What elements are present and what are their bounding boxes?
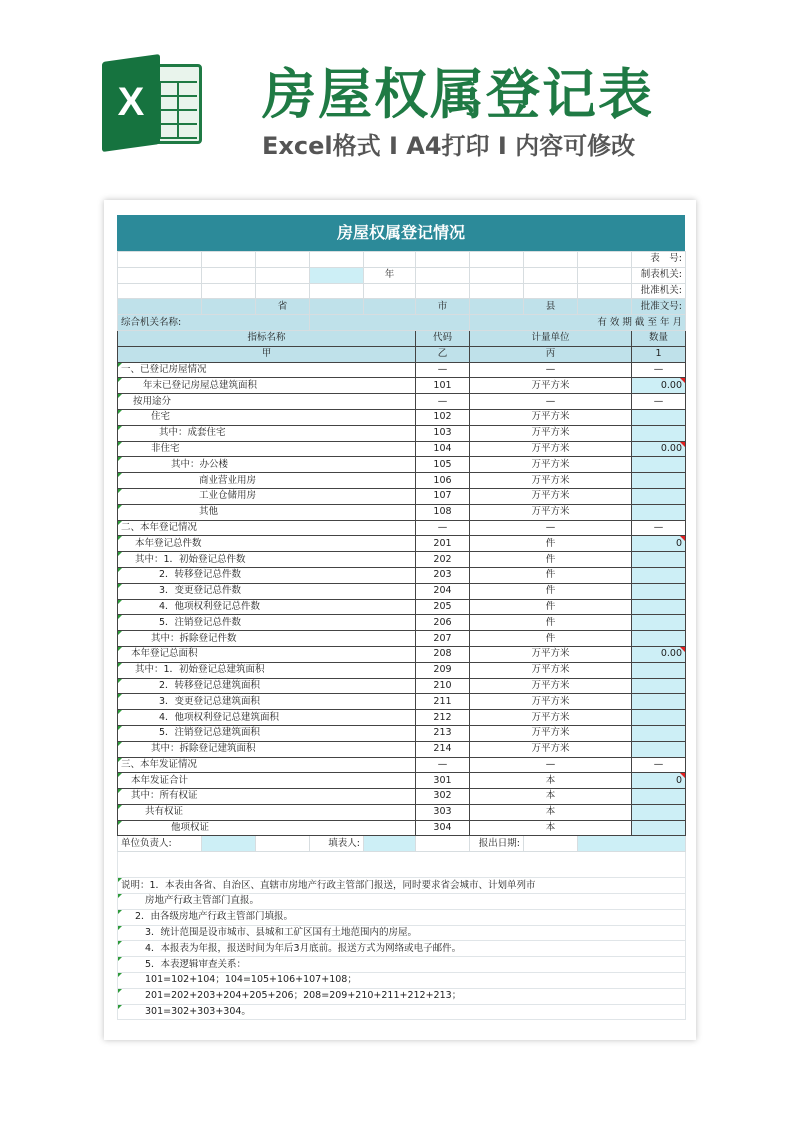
note-row (118, 941, 686, 957)
indicator-unit: 万平方米 (470, 441, 632, 457)
indicator-unit: 件 (470, 631, 632, 647)
note-row (118, 878, 686, 894)
indicator-unit: 万平方米 (470, 457, 632, 473)
col-header-unit: 计量单位 (470, 330, 632, 346)
indicator-unit: 万平方米 (470, 488, 632, 504)
indicator-unit: 万平方米 (470, 378, 632, 394)
indicator-unit: 本 (470, 820, 632, 836)
leader-label: 单位负责人: (118, 836, 202, 852)
indicator-code: 301 (416, 773, 470, 789)
indicator-code: 213 (416, 725, 470, 741)
indicator-name: 3．变更登记总建筑面积 (118, 694, 416, 710)
indicator-name: 按用途分 (118, 394, 416, 410)
indicator-name: 其他 (118, 504, 416, 520)
indicator-name: 共有权证 (118, 804, 416, 820)
table-row (118, 599, 686, 615)
logo-letter: X (117, 80, 145, 124)
indicator-unit: 本 (470, 789, 632, 805)
indicator-name: 4．他项权利登记总件数 (118, 599, 416, 615)
table-row (118, 757, 686, 773)
excel-icon (100, 58, 204, 148)
report-date-label: 报出日期: (470, 836, 524, 852)
indicator-unit: 本 (470, 773, 632, 789)
col-header-code: 代码 (416, 330, 470, 346)
indicator-unit: 件 (470, 583, 632, 599)
indicator-name: 年末已登记房屋总建筑面积 (118, 378, 416, 394)
indicator-code: 208 (416, 646, 470, 662)
meta-row (118, 252, 686, 268)
indicator-qty[interactable] (632, 741, 686, 757)
indicator-qty[interactable] (632, 804, 686, 820)
notes (118, 878, 686, 1020)
valid-until-label: 有 效 期 截 至 年 月 (470, 315, 686, 331)
note-text: 3．统计范围是设市城市、县城和工矿区国有土地范围内的房屋。 (118, 925, 686, 941)
indicator-name: 其中：成套住宅 (118, 425, 416, 441)
indicator-unit: 万平方米 (470, 741, 632, 757)
indicator-name: 其中：所有权证 (118, 789, 416, 805)
indicator-name: 一、已登记房屋情况 (118, 362, 416, 378)
year-label: 年 (364, 267, 416, 283)
indicator-unit: 件 (470, 567, 632, 583)
indicator-code: — (416, 520, 470, 536)
note-text: 2．由各级房地产行政主管部门填报。 (118, 909, 686, 925)
indicator-code: 103 (416, 425, 470, 441)
table-row (118, 631, 686, 647)
indicator-name: 三、本年发证情况 (118, 757, 416, 773)
indicator-qty[interactable]: — (632, 394, 686, 410)
table-row (118, 457, 686, 473)
indicator-name: 非住宅 (118, 441, 416, 457)
indicator-name: 2．转移登记总件数 (118, 567, 416, 583)
page-subtitle: Excel格式 I A4打印 I 内容可修改 (262, 132, 636, 160)
table-row (118, 678, 686, 694)
province-label: 省 (256, 299, 310, 315)
table-row (118, 646, 686, 662)
indicator-unit: 万平方米 (470, 646, 632, 662)
column-subheader-row: 甲 乙 丙 1 (118, 346, 686, 362)
note-text: 5．本表逻辑审查关系： (118, 957, 686, 973)
indicator-code: 201 (416, 536, 470, 552)
year-input[interactable] (310, 267, 364, 283)
column-header-row (118, 330, 686, 346)
col-header-qty: 数量 (632, 330, 686, 346)
indicator-code: 105 (416, 457, 470, 473)
indicator-qty[interactable] (632, 457, 686, 473)
table-row (118, 409, 686, 425)
org-row (118, 315, 686, 331)
note-row (118, 894, 686, 910)
indicator-qty[interactable] (632, 409, 686, 425)
table-row (118, 536, 686, 552)
note-row (118, 957, 686, 973)
note-text: 301=302+303+304。 (118, 1004, 686, 1020)
indicator-unit: 万平方米 (470, 425, 632, 441)
indicator-qty[interactable] (632, 473, 686, 489)
table-row (118, 583, 686, 599)
indicator-name: 其中：拆除登记件数 (118, 631, 416, 647)
signature-row (118, 836, 686, 852)
indicator-code: 214 (416, 741, 470, 757)
indicator-qty[interactable]: 0.00 (632, 441, 686, 457)
indicator-qty[interactable] (632, 488, 686, 504)
indicator-qty[interactable] (632, 599, 686, 615)
table-row (118, 615, 686, 631)
table-row (118, 804, 686, 820)
table-row (118, 567, 686, 583)
indicator-code: 104 (416, 441, 470, 457)
note-text: 201=202+203+204+205+206；208=209+210+211+212+213； (118, 988, 686, 1004)
indicator-name: 本年发证合计 (118, 773, 416, 789)
indicator-unit: 万平方米 (470, 694, 632, 710)
indicator-unit: 件 (470, 615, 632, 631)
data-rows (118, 362, 686, 836)
table-row (118, 710, 686, 726)
table-row (118, 473, 686, 489)
indicator-code: 204 (416, 583, 470, 599)
indicator-code: 202 (416, 552, 470, 568)
indicator-code: 107 (416, 488, 470, 504)
form-table (117, 251, 686, 1020)
indicator-code: — (416, 757, 470, 773)
table-row (118, 552, 686, 568)
table-row (118, 520, 686, 536)
indicator-qty[interactable] (632, 504, 686, 520)
table-row (118, 662, 686, 678)
table-row (118, 504, 686, 520)
indicator-code: 212 (416, 710, 470, 726)
table-row (118, 362, 686, 378)
indicator-qty[interactable] (632, 583, 686, 599)
indicator-code: 106 (416, 473, 470, 489)
indicator-code: 302 (416, 789, 470, 805)
indicator-code: 102 (416, 409, 470, 425)
indicator-unit: — (470, 362, 632, 378)
indicator-code: 210 (416, 678, 470, 694)
indicator-qty[interactable]: 0.00 (632, 378, 686, 394)
indicator-name: 5．注销登记总建筑面积 (118, 725, 416, 741)
indicator-name: 3．变更登记总件数 (118, 583, 416, 599)
indicator-code: 203 (416, 567, 470, 583)
table-row (118, 741, 686, 757)
indicator-name: 其中：1．初始登记总建筑面积 (118, 662, 416, 678)
indicator-code: 304 (416, 820, 470, 836)
table-row (118, 789, 686, 805)
indicator-unit: — (470, 394, 632, 410)
note-text: 说明：1．本表由各省、自治区、直辖市房地产行政主管部门报送，同时要求省会城市、计划单列市 (118, 878, 686, 894)
indicator-name: 本年登记总面积 (118, 646, 416, 662)
indicator-unit: 万平方米 (470, 409, 632, 425)
table-row (118, 441, 686, 457)
filler-label: 填表人: (310, 836, 364, 852)
indicator-qty[interactable] (632, 710, 686, 726)
indicator-unit: 件 (470, 599, 632, 615)
indicator-unit: 万平方米 (470, 504, 632, 520)
banner (0, 0, 800, 195)
note-text: 房地产行政主管部门直报。 (118, 894, 686, 910)
indicator-name: 4．他项权利登记总建筑面积 (118, 710, 416, 726)
indicator-name: 其中：办公楼 (118, 457, 416, 473)
table-row (118, 394, 686, 410)
indicator-code: 101 (416, 378, 470, 394)
indicator-qty[interactable]: — (632, 520, 686, 536)
indicator-unit: — (470, 757, 632, 773)
table-row (118, 820, 686, 836)
org-name-label: 综合机关名称: (118, 315, 310, 331)
indicator-name: 5．注销登记总件数 (118, 615, 416, 631)
indicator-name: 他项权证 (118, 820, 416, 836)
indicator-code: — (416, 394, 470, 410)
report-date-input[interactable] (578, 836, 686, 852)
note-row (118, 909, 686, 925)
note-row (118, 1004, 686, 1020)
indicator-qty[interactable] (632, 615, 686, 631)
indicator-unit: 万平方米 (470, 710, 632, 726)
indicator-qty[interactable]: — (632, 757, 686, 773)
indicator-code: 211 (416, 694, 470, 710)
note-row (118, 925, 686, 941)
table-row (118, 694, 686, 710)
page-title: 房屋权属登记表 (262, 63, 654, 126)
issuing-org-label: 制表机关: (632, 267, 686, 283)
indicator-unit: — (470, 520, 632, 536)
table-row (118, 725, 686, 741)
region-row (118, 299, 686, 315)
indicator-code: 209 (416, 662, 470, 678)
spreadsheet (117, 215, 685, 1020)
indicator-unit: 万平方米 (470, 662, 632, 678)
note-text: 4．本报表为年报，报送时间为年后3月底前。报送方式为网络或电子邮件。 (118, 941, 686, 957)
indicator-name: 商业营业用房 (118, 473, 416, 489)
indicator-qty[interactable]: 0 (632, 773, 686, 789)
table-row (118, 773, 686, 789)
indicator-qty[interactable]: 0 (632, 536, 686, 552)
indicator-code: 303 (416, 804, 470, 820)
indicator-unit: 万平方米 (470, 725, 632, 741)
indicator-qty[interactable] (632, 567, 686, 583)
table-row (118, 378, 686, 394)
indicator-name: 住宅 (118, 409, 416, 425)
indicator-qty[interactable] (632, 631, 686, 647)
table-row (118, 488, 686, 504)
indicator-qty[interactable] (632, 552, 686, 568)
indicator-code: 206 (416, 615, 470, 631)
org-name-input[interactable] (310, 315, 470, 331)
col-header-name: 指标名称 (118, 330, 416, 346)
indicator-qty[interactable] (632, 789, 686, 805)
indicator-qty[interactable] (632, 678, 686, 694)
indicator-name: 2．转移登记总建筑面积 (118, 678, 416, 694)
indicator-name: 本年登记总件数 (118, 536, 416, 552)
indicator-qty[interactable] (632, 820, 686, 836)
indicator-unit: 件 (470, 552, 632, 568)
indicator-qty[interactable] (632, 725, 686, 741)
indicator-code: 108 (416, 504, 470, 520)
indicator-unit: 万平方米 (470, 473, 632, 489)
form-number-label: 表 号: (632, 252, 686, 268)
indicator-unit: 件 (470, 536, 632, 552)
table-row (118, 425, 686, 441)
indicator-name: 二、本年登记情况 (118, 520, 416, 536)
meta-row (118, 267, 686, 283)
county-label: 县 (524, 299, 578, 315)
sheet-title: 房屋权属登记情况 (117, 215, 685, 251)
approving-org-label: 批准机关: (632, 283, 686, 299)
indicator-qty[interactable]: — (632, 362, 686, 378)
indicator-code: 205 (416, 599, 470, 615)
indicator-code: 207 (416, 631, 470, 647)
note-row (118, 973, 686, 989)
indicator-qty[interactable] (632, 425, 686, 441)
indicator-name: 其中：1．初始登记总件数 (118, 552, 416, 568)
indicator-qty[interactable]: 0.00 (632, 646, 686, 662)
city-label: 市 (416, 299, 470, 315)
filler-input[interactable] (364, 836, 416, 852)
meta-row (118, 283, 686, 299)
indicator-code: — (416, 362, 470, 378)
note-text: 101=102+104；104=105+106+107+108； (118, 973, 686, 989)
indicator-name: 其中：拆除登记建筑面积 (118, 741, 416, 757)
note-row (118, 988, 686, 1004)
indicator-name: 工业仓储用房 (118, 488, 416, 504)
indicator-qty[interactable] (632, 694, 686, 710)
leader-input[interactable] (202, 836, 256, 852)
indicator-qty[interactable] (632, 662, 686, 678)
indicator-unit: 万平方米 (470, 678, 632, 694)
approval-doc-label: 批准文号: (632, 299, 686, 315)
indicator-unit: 本 (470, 804, 632, 820)
